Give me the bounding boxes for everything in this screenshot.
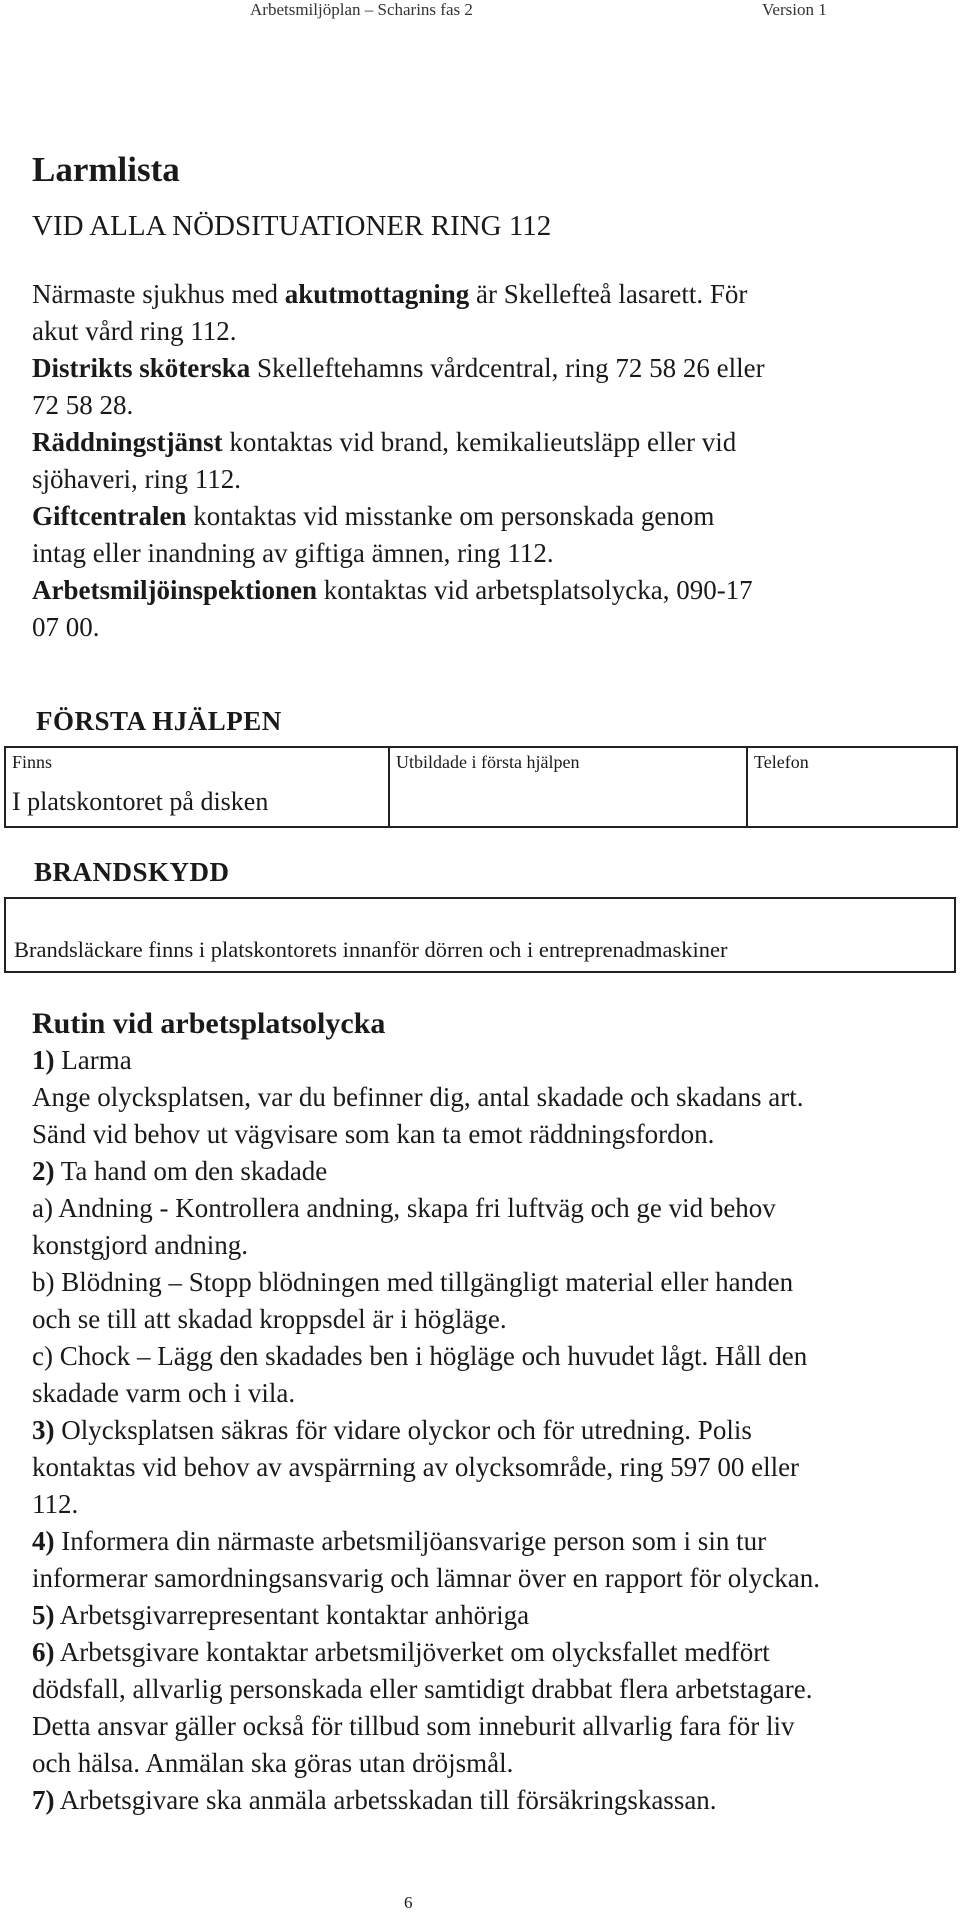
larmlista-text: akut vård ring 112. xyxy=(32,316,237,346)
rutin-line xyxy=(32,1375,820,1412)
brandskydd-heading: BRANDSKYDD xyxy=(34,857,230,887)
rutin-bold-text: 4) xyxy=(32,1526,55,1556)
larmlista-text: kontaktas vid misstanke om personskada genom xyxy=(186,501,715,531)
rutin-text: Informera din närmaste arbetsmiljöansvarige person som i sin tur xyxy=(54,1526,767,1556)
rutin-text: dödsfall, allvarlig personskada eller samtidigt drabbat flera arbetstagare. xyxy=(32,1674,813,1704)
rutin-text: och se till att skadad kroppsdel är i högläge. xyxy=(32,1304,507,1334)
larmlista-text: kontaktas vid brand, kemikalieutsläpp eller vid xyxy=(222,427,737,457)
rutin-line xyxy=(32,1116,820,1153)
larmlista-line xyxy=(32,424,765,461)
first-aid-location-cell xyxy=(5,747,389,827)
larmlista-text: Närmaste sjukhus med xyxy=(32,279,285,309)
rutin-text: Olycksplatsen säkras för vidare olyckor och för utredning. Polis xyxy=(54,1415,752,1445)
rutin-line xyxy=(32,1560,820,1597)
rutin-bold-text: 2) xyxy=(32,1156,55,1186)
page-header xyxy=(0,0,960,20)
larmlista-text: är Skellefteå lasarett. För xyxy=(469,279,748,309)
rutin-text: och hälsa. Anmälan ska göras utan dröjsmål. xyxy=(32,1748,514,1778)
rutin-line xyxy=(32,1227,820,1264)
brandskydd-text: Brandsläckare finns i platskontorets innanför dörren och i entreprenadmaskiner xyxy=(14,937,728,962)
rutin-text: Arbetsgivare ska anmäla arbetsskadan till försäkringskassan. xyxy=(54,1785,717,1815)
rutin-text: skadade varm och i vila. xyxy=(32,1378,296,1408)
rutin-section xyxy=(32,1005,820,1819)
page-number: 6 xyxy=(404,1893,413,1912)
emergency-subtitle: VID ALLA NÖDSITUATIONER RING 112 xyxy=(32,210,552,242)
header-title: Arbetsmiljöplan – Scharins fas 2 xyxy=(250,0,473,19)
first-aid-location-header: Finns xyxy=(12,752,53,772)
rutin-bold-text: 3) xyxy=(32,1415,55,1445)
rutin-line xyxy=(32,1486,820,1523)
rutin-text: b) Blödning – Stopp blödningen med tillgängligt material eller handen xyxy=(32,1267,794,1297)
first-aid-phone-cell xyxy=(747,747,957,827)
rutin-text: Arbetsgivarrepresentant kontaktar anhöriga xyxy=(54,1600,530,1630)
larmlista-line xyxy=(32,609,765,646)
first-aid-table xyxy=(4,746,958,828)
first-aid-trained-header: Utbildade i första hjälpen xyxy=(396,752,580,772)
rutin-line xyxy=(32,1338,820,1375)
larmlista-line xyxy=(32,461,765,498)
rutin-text: kontaktas vid behov av avspärrning av olycksområde, ring 597 00 eller xyxy=(32,1452,800,1482)
larmlista-text: kontaktas vid arbetsplatsolycka, 090-17 xyxy=(317,575,753,605)
rutin-text: Arbetsgivare kontaktar arbetsmiljöverket om olycksfallet medfört xyxy=(54,1637,770,1667)
larmlista-bold-text: Giftcentralen xyxy=(32,501,187,531)
rutin-line xyxy=(32,1079,820,1116)
brandskydd-box xyxy=(4,897,956,973)
rutin-line xyxy=(32,1745,820,1782)
rutin-heading: Rutin vid arbetsplatsolycka xyxy=(32,1007,386,1040)
first-aid-phone-header: Telefon xyxy=(754,752,809,772)
first-aid-location-value: I platskontoret på disken xyxy=(12,787,269,816)
rutin-line xyxy=(32,1449,820,1486)
rutin-bold-text: 7) xyxy=(32,1785,55,1815)
larmlista-line xyxy=(32,387,765,424)
larmlista-body xyxy=(32,276,765,646)
rutin-line xyxy=(32,1671,820,1708)
rutin-text: Ta hand om den skadade xyxy=(54,1156,328,1186)
rutin-steps xyxy=(32,1042,820,1819)
rutin-text: Sänd vid behov ut vägvisare som kan ta emot räddningsfordon. xyxy=(32,1119,715,1149)
larmlista-bold-text: akutmottagning xyxy=(284,279,470,309)
larmlista-text: sjöhaveri, ring 112. xyxy=(32,464,241,494)
rutin-bold-text: 6) xyxy=(32,1637,55,1667)
rutin-line xyxy=(32,1301,820,1338)
rutin-line xyxy=(32,1782,820,1819)
rutin-line xyxy=(32,1634,820,1671)
rutin-line xyxy=(32,1264,820,1301)
header-version: Version 1 xyxy=(762,0,827,19)
rutin-line xyxy=(32,1523,820,1560)
first-aid-trained-cell xyxy=(389,747,747,827)
larmlista-line xyxy=(32,276,765,313)
larmlista-line xyxy=(32,498,765,535)
rutin-line xyxy=(32,1153,820,1190)
larmlista-bold-text: Räddningstjänst xyxy=(32,427,223,457)
larmlista-text: Skelleftehamns vårdcentral, ring 72 58 26 eller xyxy=(250,353,765,383)
forsta-hjalpen-heading: FÖRSTA HJÄLPEN xyxy=(36,706,282,736)
larmlista-text: 07 00. xyxy=(32,612,100,642)
rutin-text: a) Andning - Kontrollera andning, skapa fri luftväg och ge vid behov xyxy=(32,1193,776,1223)
larmlista-title: Larmlista xyxy=(32,150,180,189)
rutin-text: konstgjord andning. xyxy=(32,1230,248,1260)
rutin-bold-text: 1) xyxy=(32,1045,55,1075)
larmlista-bold-text: Distrikts sköterska xyxy=(32,353,251,383)
rutin-line xyxy=(32,1412,820,1449)
larmlista-text: 72 58 28. xyxy=(32,390,134,420)
larmlista-line xyxy=(32,350,765,387)
rutin-text: Ange olycksplatsen, var du befinner dig, antal skadade och skadans art. xyxy=(32,1082,804,1112)
larmlista-line xyxy=(32,572,765,609)
rutin-line xyxy=(32,1597,820,1634)
rutin-line xyxy=(32,1042,820,1079)
rutin-bold-text: 5) xyxy=(32,1600,55,1630)
larmlista-bold-text: Arbetsmiljöinspektionen xyxy=(32,575,318,605)
larmlista-line xyxy=(32,535,765,572)
rutin-text: Larma xyxy=(54,1045,132,1075)
rutin-text: c) Chock – Lägg den skadades ben i högläge och huvudet lågt. Håll den xyxy=(32,1341,808,1371)
rutin-text: 112. xyxy=(32,1489,79,1519)
larmlista-line xyxy=(32,313,765,350)
larmlista-text: intag eller inandning av giftiga ämnen, ring 112. xyxy=(32,538,554,568)
rutin-text: Detta ansvar gäller också för tillbud som inneburit allvarlig fara för liv xyxy=(32,1711,795,1741)
rutin-line xyxy=(32,1708,820,1745)
rutin-line xyxy=(32,1190,820,1227)
rutin-text: informerar samordningsansvarig och lämnar över en rapport för olyckan. xyxy=(32,1563,820,1593)
